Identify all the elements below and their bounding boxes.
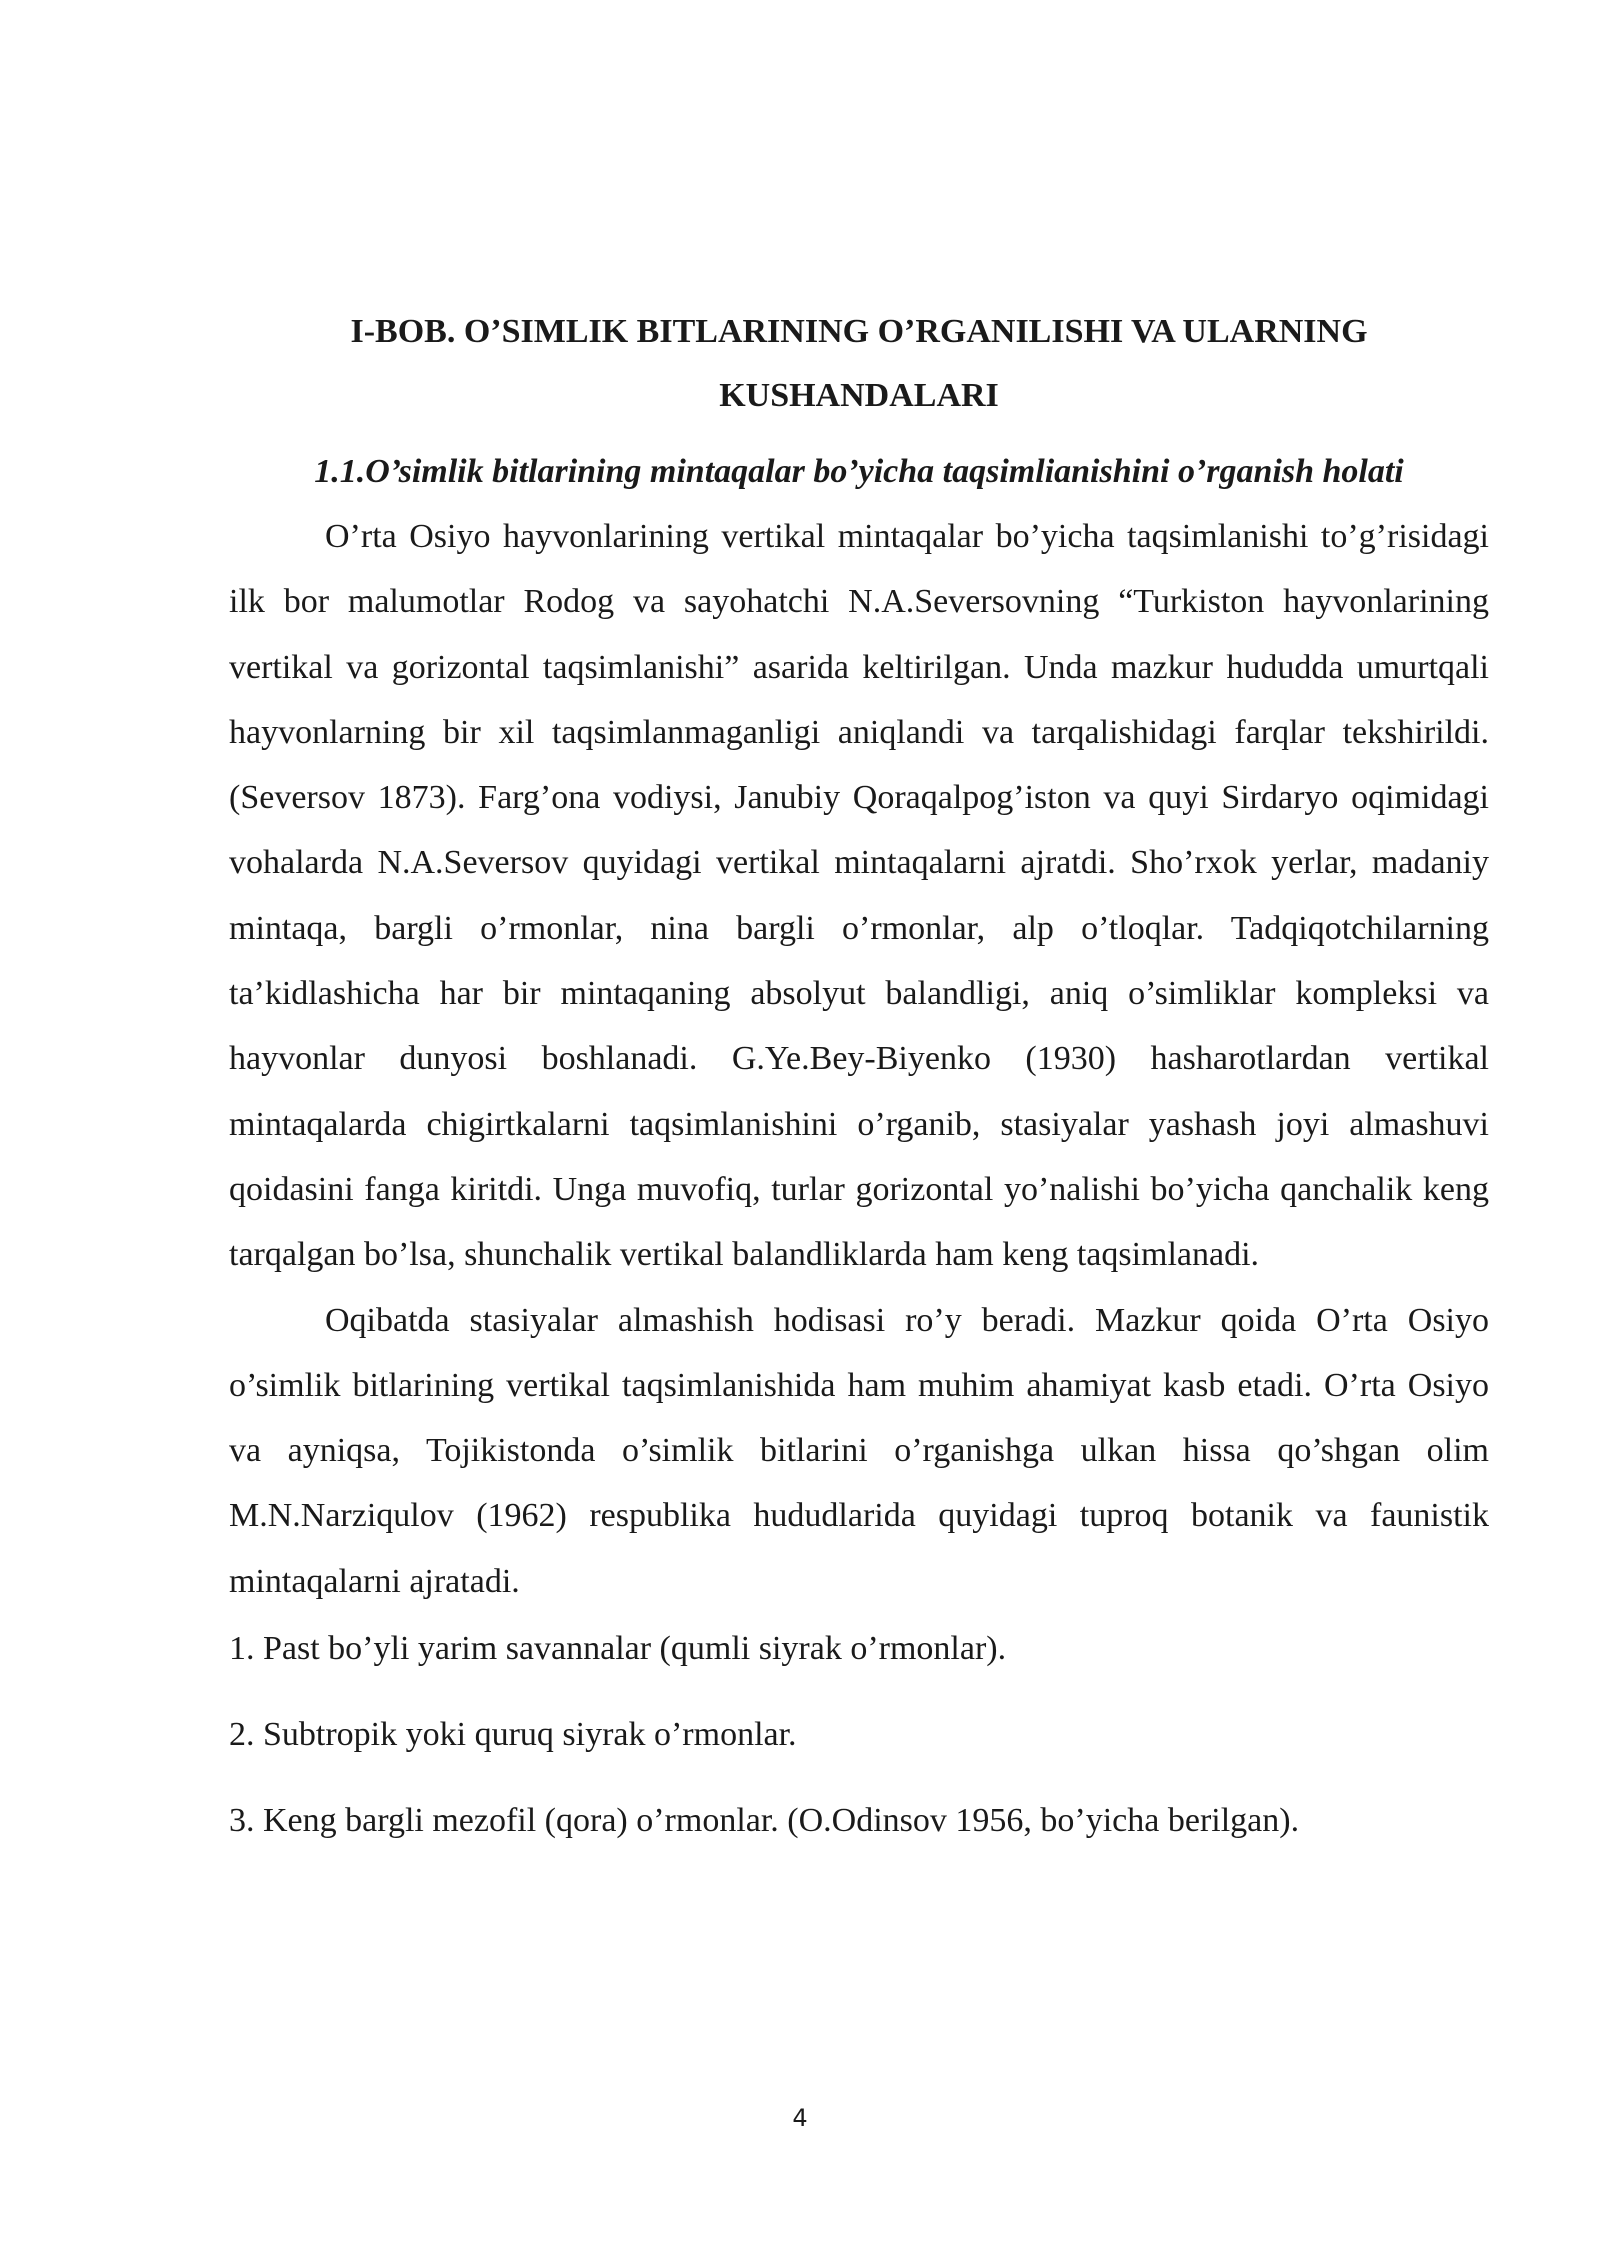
page-content — [229, 300, 1489, 1882]
body-paragraph: Oqibatda stasiyalar almashish hodisasi ro’y beradi. Mazkur qoida O’rta Osiyo o’simlik bitlarining vertikal taqsimlanishida ham muhim ahamiyat kasb etadi. O’rta Osiyo va ayniqsa, Tojikistonda o’simlik bitlarini o’rganishga ulkan hissa qo’shgan olim M.N.Narziqulov (1962) respublika hududlarida quyidagi tuproq botanik va faunistik mintaqalarni ajratadi. — [229, 1301, 1489, 1600]
page-number: 4 — [792, 2104, 808, 2132]
list-item: 1. Past bo’yli yarim savannalar (qumli siyrak o’rmonlar). — [229, 1630, 1007, 1668]
section-title: 1.1.O’simlik bitlarining mintaqalar bo’yicha taqsimlianishini o’rganish holati — [314, 453, 1404, 490]
list-item: 2. Subtropik yoki quruq siyrak o’rmonlar. — [229, 1716, 797, 1754]
body-paragraph: O’rta Osiyo hayvonlarining vertikal mintaqalar bo’yicha taqsimlanishi to’g’risidagi ilk bor malumotlar Rodog va sayohatchi N.A.Seversovning “Turkiston hayvonlarining vertikal va gorizontal taqsimlanishi” asarida keltirilgan. Unda mazkur hududda umurtqali hayvonlarning bir xil taqsimlanmaganligi aniqlandi va tarqalishidagi farqlar tekshirildi. (Seversov 1873). Farg’ona vodiysi, Janubiy Qoraqalpog’iston va quyi Sirdaryo oqimidagi vohalarda N.A.Seversov quyidagi vertikal mintaqalarni ajratdi. Sho’rxok yerlar, madaniy mintaqa, bargli o’rmonlar, nina bargli o’rmonlar, alp o’tloqlar. Tadqiqotchilarning ta’kidlashicha har bir mintaqaning absolyut balandligi, aniq o’simliklar kompleksi va hayvonlar dunyosi boshlanadi. G.Ye.Bey-Biyenko (1930) hasharotlardan vertikal mintaqalarda chigirtkalarni taqsimlanishini o’rganib, stasiyalar yashash joyi almashuvi qoidasini fanga kiritdi. Unga muvofiq, turlar gorizontal yo’nalishi bo’yicha qanchalik keng tarqalgan bo’lsa, shunchalik vertikal balandliklarda ham keng taqsimlanadi. — [229, 518, 1489, 1274]
chapter-title: I-BOB. O’SIMLIK BITLARINING O’RGANILISHI VA ULARNING KUSHANDALARI — [350, 313, 1368, 414]
zone-list — [229, 1624, 1489, 1846]
list-item: 3. Keng bargli mezofil (qora) o’rmonlar. (O.Odinsov 1956, bo’yicha berilgan). — [229, 1802, 1300, 1840]
